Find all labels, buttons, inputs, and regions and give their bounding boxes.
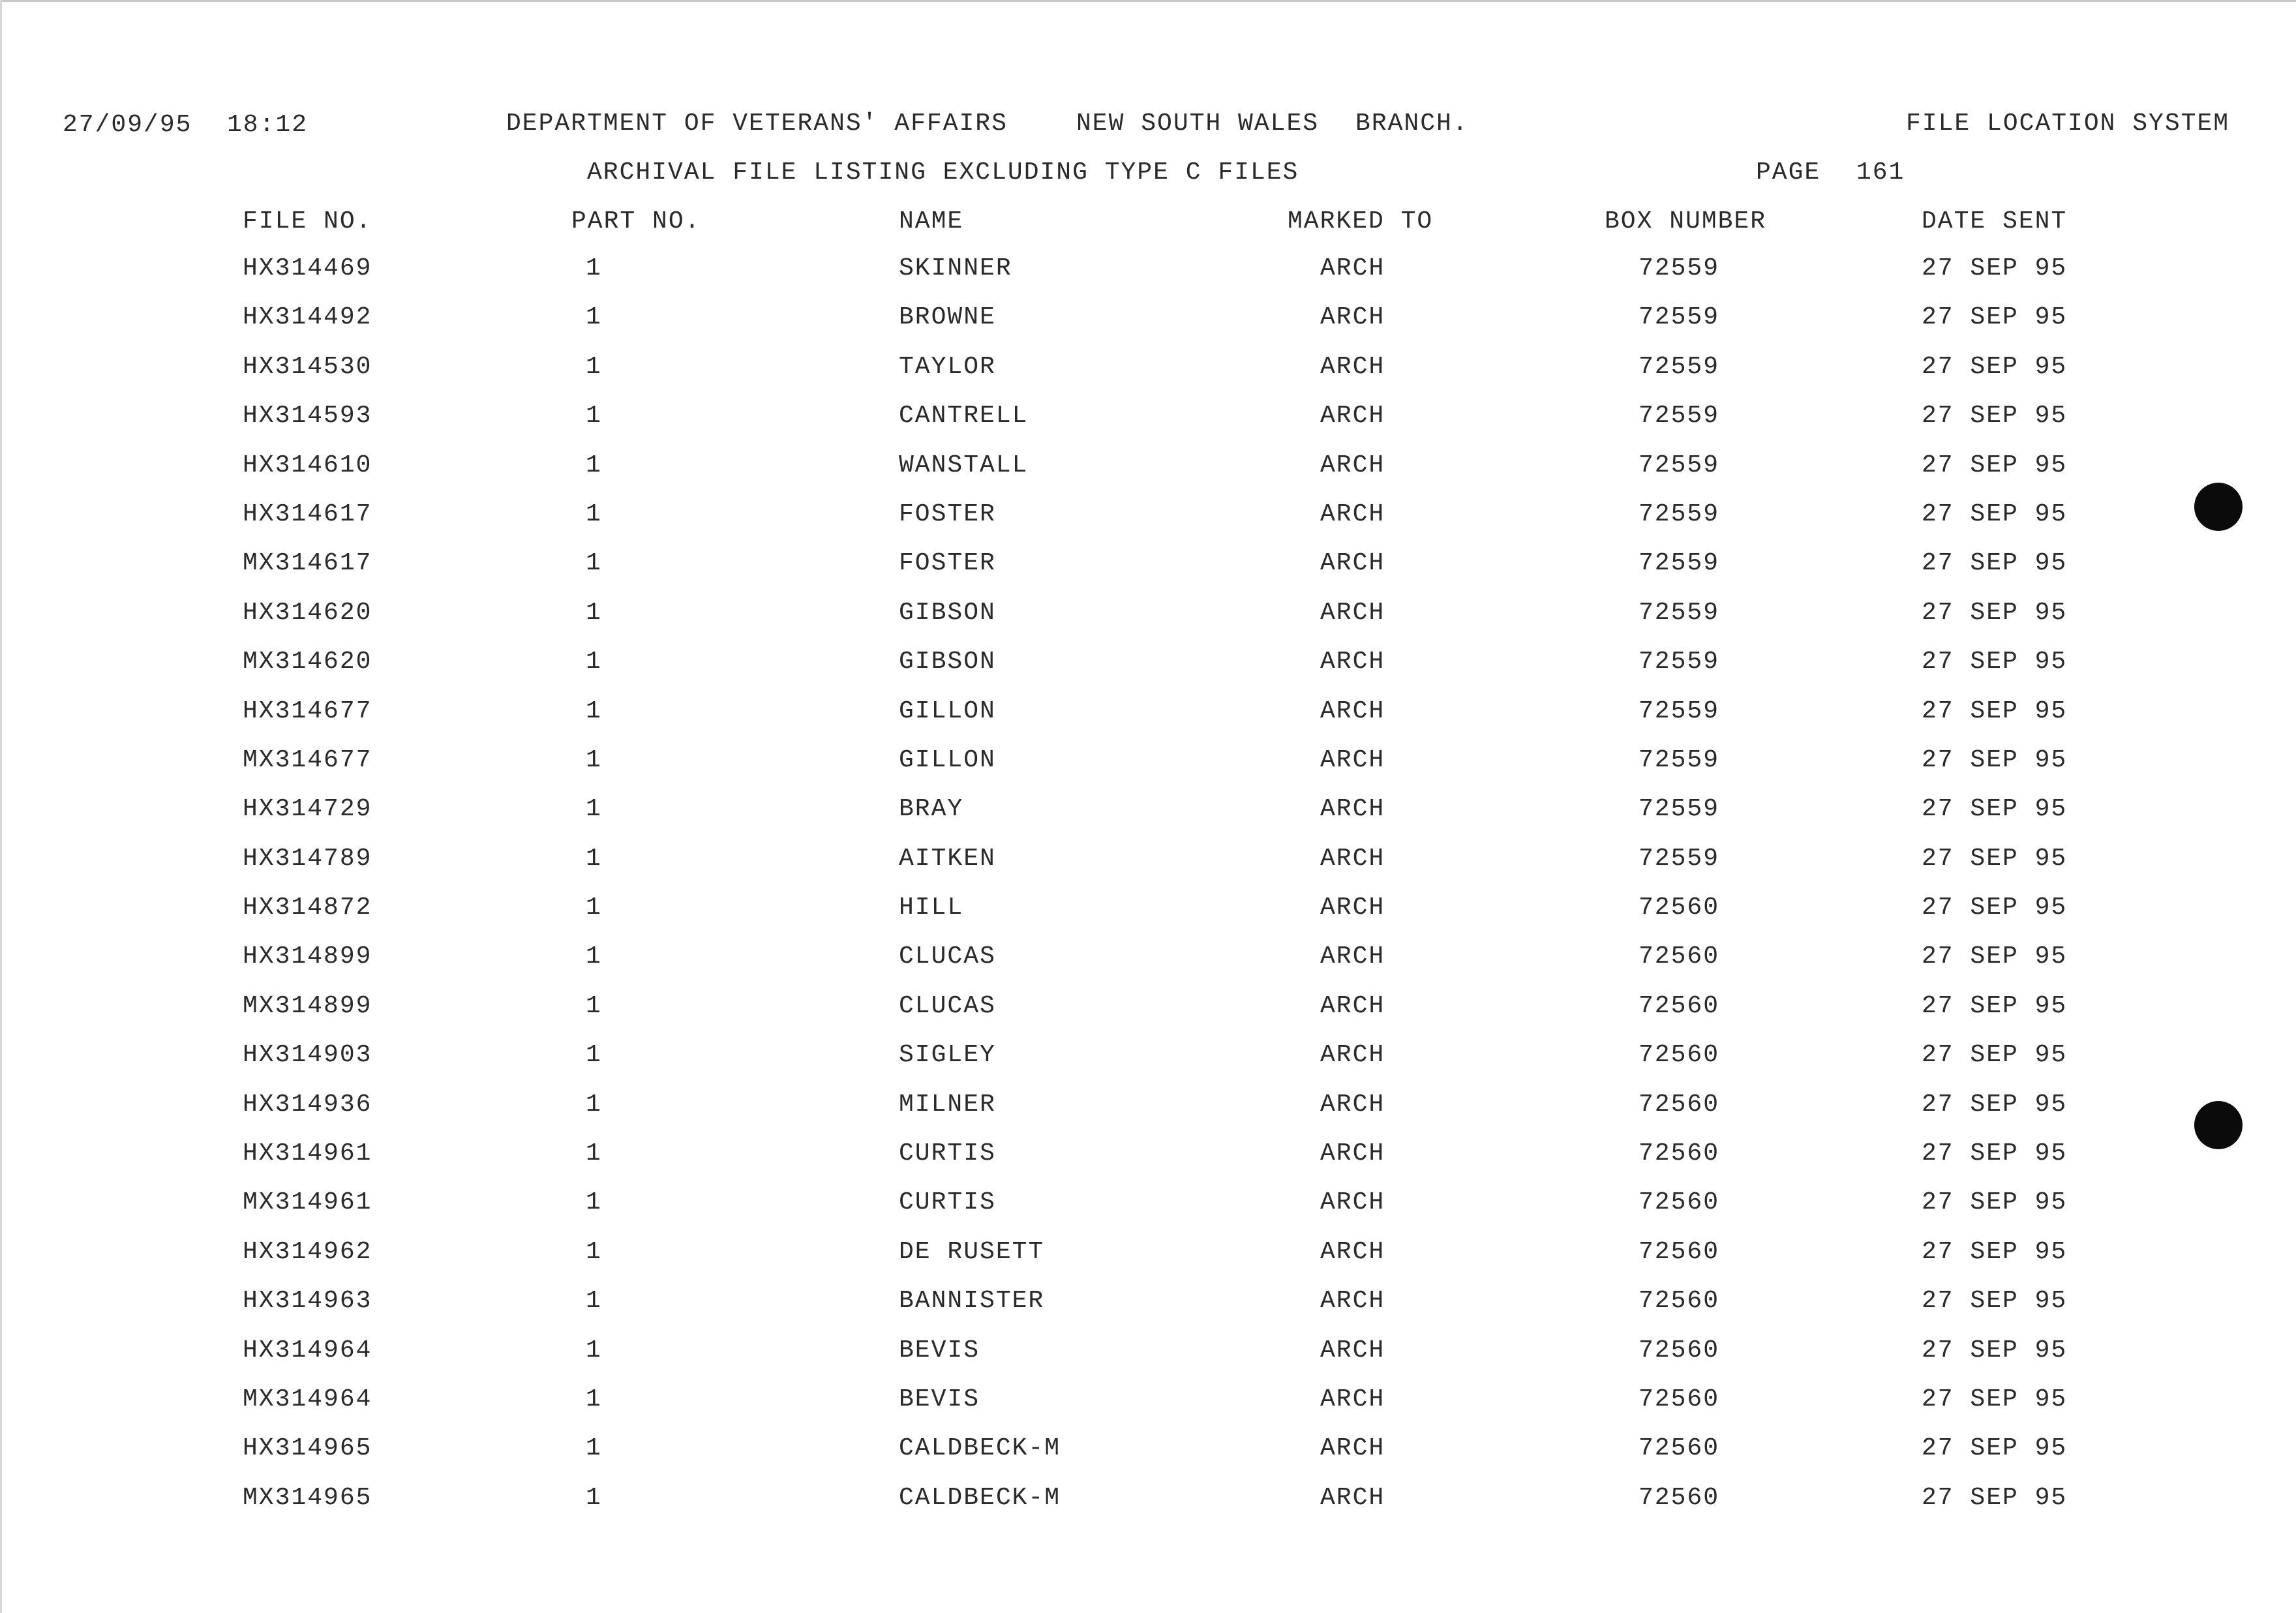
date-sent-cell: 27 SEP 95: [1922, 697, 2068, 725]
marked-to-cell: ARCH: [1320, 500, 1385, 528]
box-number-cell: 72560: [1639, 1287, 1720, 1316]
file-number-cell: HX314965: [243, 1434, 372, 1463]
box-number-cell: 72560: [1639, 1385, 1720, 1413]
table-row: [0, 895, 2296, 944]
part-number-cell: 1: [586, 1336, 602, 1364]
marked-to-cell: ARCH: [1320, 598, 1385, 627]
file-number-cell: HX314936: [243, 1090, 372, 1119]
table-row: [0, 1387, 2296, 1436]
box-number-cell: 72559: [1639, 697, 1720, 725]
box-number-cell: 72560: [1639, 1336, 1720, 1364]
date-sent-cell: 27 SEP 95: [1922, 352, 2068, 381]
file-name-cell: BEVIS: [899, 1385, 980, 1413]
file-number-cell: HX314903: [243, 1041, 372, 1070]
punch-hole-lower: [2194, 1101, 2243, 1149]
report-time: 18:12: [227, 111, 309, 139]
table-row: [0, 944, 2296, 993]
marked-to-cell: ARCH: [1320, 303, 1385, 332]
table-row: [0, 1288, 2296, 1337]
box-number-cell: 72559: [1639, 303, 1720, 332]
file-number-cell: HX314963: [243, 1287, 372, 1316]
file-number-cell: HX314617: [243, 500, 372, 528]
part-number-cell: 1: [586, 746, 602, 774]
region-name: NEW SOUTH WALES: [1076, 110, 1320, 138]
table-row: [0, 1190, 2296, 1239]
table-row: [0, 747, 2296, 796]
part-number-cell: 1: [586, 451, 602, 479]
part-number-cell: 1: [586, 1434, 602, 1463]
marked-to-cell: ARCH: [1320, 1385, 1385, 1413]
table-row: [0, 354, 2296, 403]
table-row: [0, 1141, 2296, 1190]
part-number-cell: 1: [586, 795, 602, 824]
part-number-cell: 1: [586, 844, 602, 873]
part-number-cell: 1: [586, 598, 602, 627]
marked-to-cell: ARCH: [1320, 1336, 1385, 1364]
file-name-cell: BANNISTER: [899, 1287, 1045, 1316]
part-number-cell: 1: [586, 1139, 602, 1168]
column-header-date-sent: DATE SENT: [1922, 207, 2068, 235]
table-row: [0, 1436, 2296, 1485]
table-row: [0, 1042, 2296, 1091]
table-row: [0, 502, 2296, 550]
file-number-cell: HX314872: [243, 894, 372, 922]
file-number-cell: HX314964: [243, 1336, 372, 1364]
marked-to-cell: ARCH: [1320, 746, 1385, 774]
file-name-cell: GIBSON: [899, 598, 996, 627]
system-name: FILE LOCATION SYSTEM: [1906, 110, 2230, 138]
part-number-cell: 1: [586, 303, 602, 332]
box-number-cell: 72559: [1639, 500, 1720, 528]
file-number-cell: HX314677: [243, 697, 372, 725]
box-number-cell: 72559: [1639, 549, 1720, 578]
box-number-cell: 72560: [1639, 894, 1720, 922]
box-number-cell: 72560: [1639, 942, 1720, 971]
file-name-cell: WANSTALL: [899, 451, 1029, 479]
date-sent-cell: 27 SEP 95: [1922, 1483, 2068, 1512]
file-name-cell: GILLON: [899, 697, 996, 725]
date-sent-cell: 27 SEP 95: [1922, 254, 2068, 282]
part-number-cell: 1: [586, 1188, 602, 1217]
table-row: [0, 649, 2296, 698]
table-row: [0, 256, 2296, 305]
part-number-cell: 1: [586, 549, 602, 578]
date-sent-cell: 27 SEP 95: [1922, 1385, 2068, 1413]
date-sent-cell: 27 SEP 95: [1922, 746, 2068, 774]
scan-edge-top: [0, 0, 2296, 2]
part-number-cell: 1: [586, 402, 602, 430]
part-number-cell: 1: [586, 1237, 602, 1266]
file-number-cell: MX314961: [243, 1188, 372, 1217]
date-sent-cell: 27 SEP 95: [1922, 942, 2068, 971]
punch-hole-upper: [2194, 483, 2243, 531]
date-sent-cell: 27 SEP 95: [1922, 549, 2068, 578]
file-number-cell: MX314964: [243, 1385, 372, 1413]
file-number-cell: HX314610: [243, 451, 372, 479]
box-number-cell: 72560: [1639, 1139, 1720, 1168]
part-number-cell: 1: [586, 1041, 602, 1070]
report-subtitle: ARCHIVAL FILE LISTING EXCLUDING TYPE C FILES: [587, 158, 1299, 187]
marked-to-cell: ARCH: [1320, 1188, 1385, 1217]
date-sent-cell: 27 SEP 95: [1922, 598, 2068, 627]
box-number-cell: 72559: [1639, 402, 1720, 430]
box-number-cell: 72560: [1639, 991, 1720, 1020]
box-number-cell: 72559: [1639, 844, 1720, 873]
date-sent-cell: 27 SEP 95: [1922, 1287, 2068, 1316]
date-sent-cell: 27 SEP 95: [1922, 894, 2068, 922]
file-name-cell: BROWNE: [899, 303, 996, 332]
date-sent-cell: 27 SEP 95: [1922, 1336, 2068, 1364]
part-number-cell: 1: [586, 500, 602, 528]
table-row: [0, 1239, 2296, 1288]
date-sent-cell: 27 SEP 95: [1922, 451, 2068, 479]
branch-label: BRANCH.: [1355, 110, 1469, 138]
box-number-cell: 72559: [1639, 648, 1720, 676]
table-row: [0, 1338, 2296, 1387]
file-name-cell: GILLON: [899, 746, 996, 774]
table-row: [0, 600, 2296, 649]
column-header-marked-to: MARKED TO: [1288, 207, 1434, 235]
table-row: [0, 305, 2296, 354]
marked-to-cell: ARCH: [1320, 1287, 1385, 1316]
file-name-cell: GIBSON: [899, 648, 996, 676]
marked-to-cell: ARCH: [1320, 1139, 1385, 1168]
file-number-cell: MX314965: [243, 1483, 372, 1512]
part-number-cell: 1: [586, 1385, 602, 1413]
marked-to-cell: ARCH: [1320, 1041, 1385, 1070]
file-number-cell: HX314530: [243, 352, 372, 381]
file-name-cell: DE RUSETT: [899, 1237, 1045, 1266]
table-row: [0, 1092, 2296, 1141]
file-number-cell: MX314620: [243, 648, 372, 676]
file-name-cell: SKINNER: [899, 254, 1012, 282]
file-number-cell: HX314620: [243, 598, 372, 627]
file-name-cell: CANTRELL: [899, 402, 1029, 430]
file-name-cell: BRAY: [899, 795, 964, 824]
file-number-cell: HX314492: [243, 303, 372, 332]
report-date: 27/09/95: [63, 111, 192, 139]
marked-to-cell: ARCH: [1320, 697, 1385, 725]
part-number-cell: 1: [586, 942, 602, 971]
box-number-cell: 72559: [1639, 598, 1720, 627]
date-sent-cell: 27 SEP 95: [1922, 1188, 2068, 1217]
file-number-cell: HX314593: [243, 402, 372, 430]
marked-to-cell: ARCH: [1320, 795, 1385, 824]
table-row: [0, 453, 2296, 502]
part-number-cell: 1: [586, 1090, 602, 1119]
marked-to-cell: ARCH: [1320, 1483, 1385, 1512]
part-number-cell: 1: [586, 1287, 602, 1316]
column-header-part-no: PART NO.: [571, 207, 701, 235]
date-sent-cell: 27 SEP 95: [1922, 1434, 2068, 1463]
file-name-cell: CURTIS: [899, 1188, 996, 1217]
column-header-box-number: BOX NUMBER: [1605, 207, 1767, 235]
table-row: [0, 993, 2296, 1042]
file-name-cell: TAYLOR: [899, 352, 996, 381]
date-sent-cell: 27 SEP 95: [1922, 1090, 2068, 1119]
marked-to-cell: ARCH: [1320, 942, 1385, 971]
marked-to-cell: ARCH: [1320, 991, 1385, 1020]
marked-to-cell: ARCH: [1320, 402, 1385, 430]
marked-to-cell: ARCH: [1320, 549, 1385, 578]
box-number-cell: 72560: [1639, 1090, 1720, 1119]
date-sent-cell: 27 SEP 95: [1922, 648, 2068, 676]
table-row: [0, 1485, 2296, 1534]
date-sent-cell: 27 SEP 95: [1922, 795, 2068, 824]
file-name-cell: CALDBECK-M: [899, 1434, 1061, 1463]
part-number-cell: 1: [586, 991, 602, 1020]
file-number-cell: MX314617: [243, 549, 372, 578]
file-name-cell: BEVIS: [899, 1336, 980, 1364]
marked-to-cell: ARCH: [1320, 352, 1385, 381]
part-number-cell: 1: [586, 648, 602, 676]
box-number-cell: 72560: [1639, 1041, 1720, 1070]
marked-to-cell: ARCH: [1320, 894, 1385, 922]
part-number-cell: 1: [586, 697, 602, 725]
column-header-name: NAME: [899, 207, 964, 235]
marked-to-cell: ARCH: [1320, 844, 1385, 873]
file-number-cell: HX314899: [243, 942, 372, 971]
marked-to-cell: ARCH: [1320, 451, 1385, 479]
part-number-cell: 1: [586, 1483, 602, 1512]
file-number-cell: MX314899: [243, 991, 372, 1020]
date-sent-cell: 27 SEP 95: [1922, 1237, 2068, 1266]
department-name: DEPARTMENT OF VETERANS' AFFAIRS: [506, 110, 1008, 138]
file-number-cell: HX314789: [243, 844, 372, 873]
table-row: [0, 403, 2296, 452]
file-number-cell: HX314962: [243, 1237, 372, 1266]
marked-to-cell: ARCH: [1320, 1090, 1385, 1119]
file-name-cell: CURTIS: [899, 1139, 996, 1168]
date-sent-cell: 27 SEP 95: [1922, 1139, 2068, 1168]
column-header-file-no: FILE NO.: [243, 207, 372, 235]
file-number-cell: HX314961: [243, 1139, 372, 1168]
table-row: [0, 550, 2296, 599]
box-number-cell: 72559: [1639, 451, 1720, 479]
part-number-cell: 1: [586, 894, 602, 922]
table-row: [0, 796, 2296, 845]
date-sent-cell: 27 SEP 95: [1922, 991, 2068, 1020]
marked-to-cell: ARCH: [1320, 648, 1385, 676]
file-name-cell: HILL: [899, 894, 964, 922]
file-name-cell: FOSTER: [899, 500, 996, 528]
box-number-cell: 72560: [1639, 1237, 1720, 1266]
marked-to-cell: ARCH: [1320, 1237, 1385, 1266]
file-name-cell: MILNER: [899, 1090, 996, 1119]
file-number-cell: HX314729: [243, 795, 372, 824]
file-listing-table: [0, 256, 2296, 1534]
date-sent-cell: 27 SEP 95: [1922, 844, 2068, 873]
page-label: PAGE: [1756, 158, 1821, 187]
part-number-cell: 1: [586, 352, 602, 381]
table-row: [0, 846, 2296, 895]
file-name-cell: FOSTER: [899, 549, 996, 578]
file-name-cell: CLUCAS: [899, 991, 996, 1020]
file-number-cell: HX314469: [243, 254, 372, 282]
page-number: 161: [1856, 158, 1905, 187]
file-name-cell: CALDBECK-M: [899, 1483, 1061, 1512]
date-sent-cell: 27 SEP 95: [1922, 1041, 2068, 1070]
date-sent-cell: 27 SEP 95: [1922, 303, 2068, 332]
file-number-cell: MX314677: [243, 746, 372, 774]
file-name-cell: SIGLEY: [899, 1041, 996, 1070]
box-number-cell: 72560: [1639, 1188, 1720, 1217]
file-name-cell: AITKEN: [899, 844, 996, 873]
marked-to-cell: ARCH: [1320, 1434, 1385, 1463]
box-number-cell: 72559: [1639, 795, 1720, 824]
date-sent-cell: 27 SEP 95: [1922, 402, 2068, 430]
part-number-cell: 1: [586, 254, 602, 282]
file-name-cell: CLUCAS: [899, 942, 996, 971]
box-number-cell: 72559: [1639, 352, 1720, 381]
box-number-cell: 72559: [1639, 254, 1720, 282]
table-row: [0, 699, 2296, 747]
marked-to-cell: ARCH: [1320, 254, 1385, 282]
box-number-cell: 72560: [1639, 1434, 1720, 1463]
box-number-cell: 72559: [1639, 746, 1720, 774]
box-number-cell: 72560: [1639, 1483, 1720, 1512]
date-sent-cell: 27 SEP 95: [1922, 500, 2068, 528]
